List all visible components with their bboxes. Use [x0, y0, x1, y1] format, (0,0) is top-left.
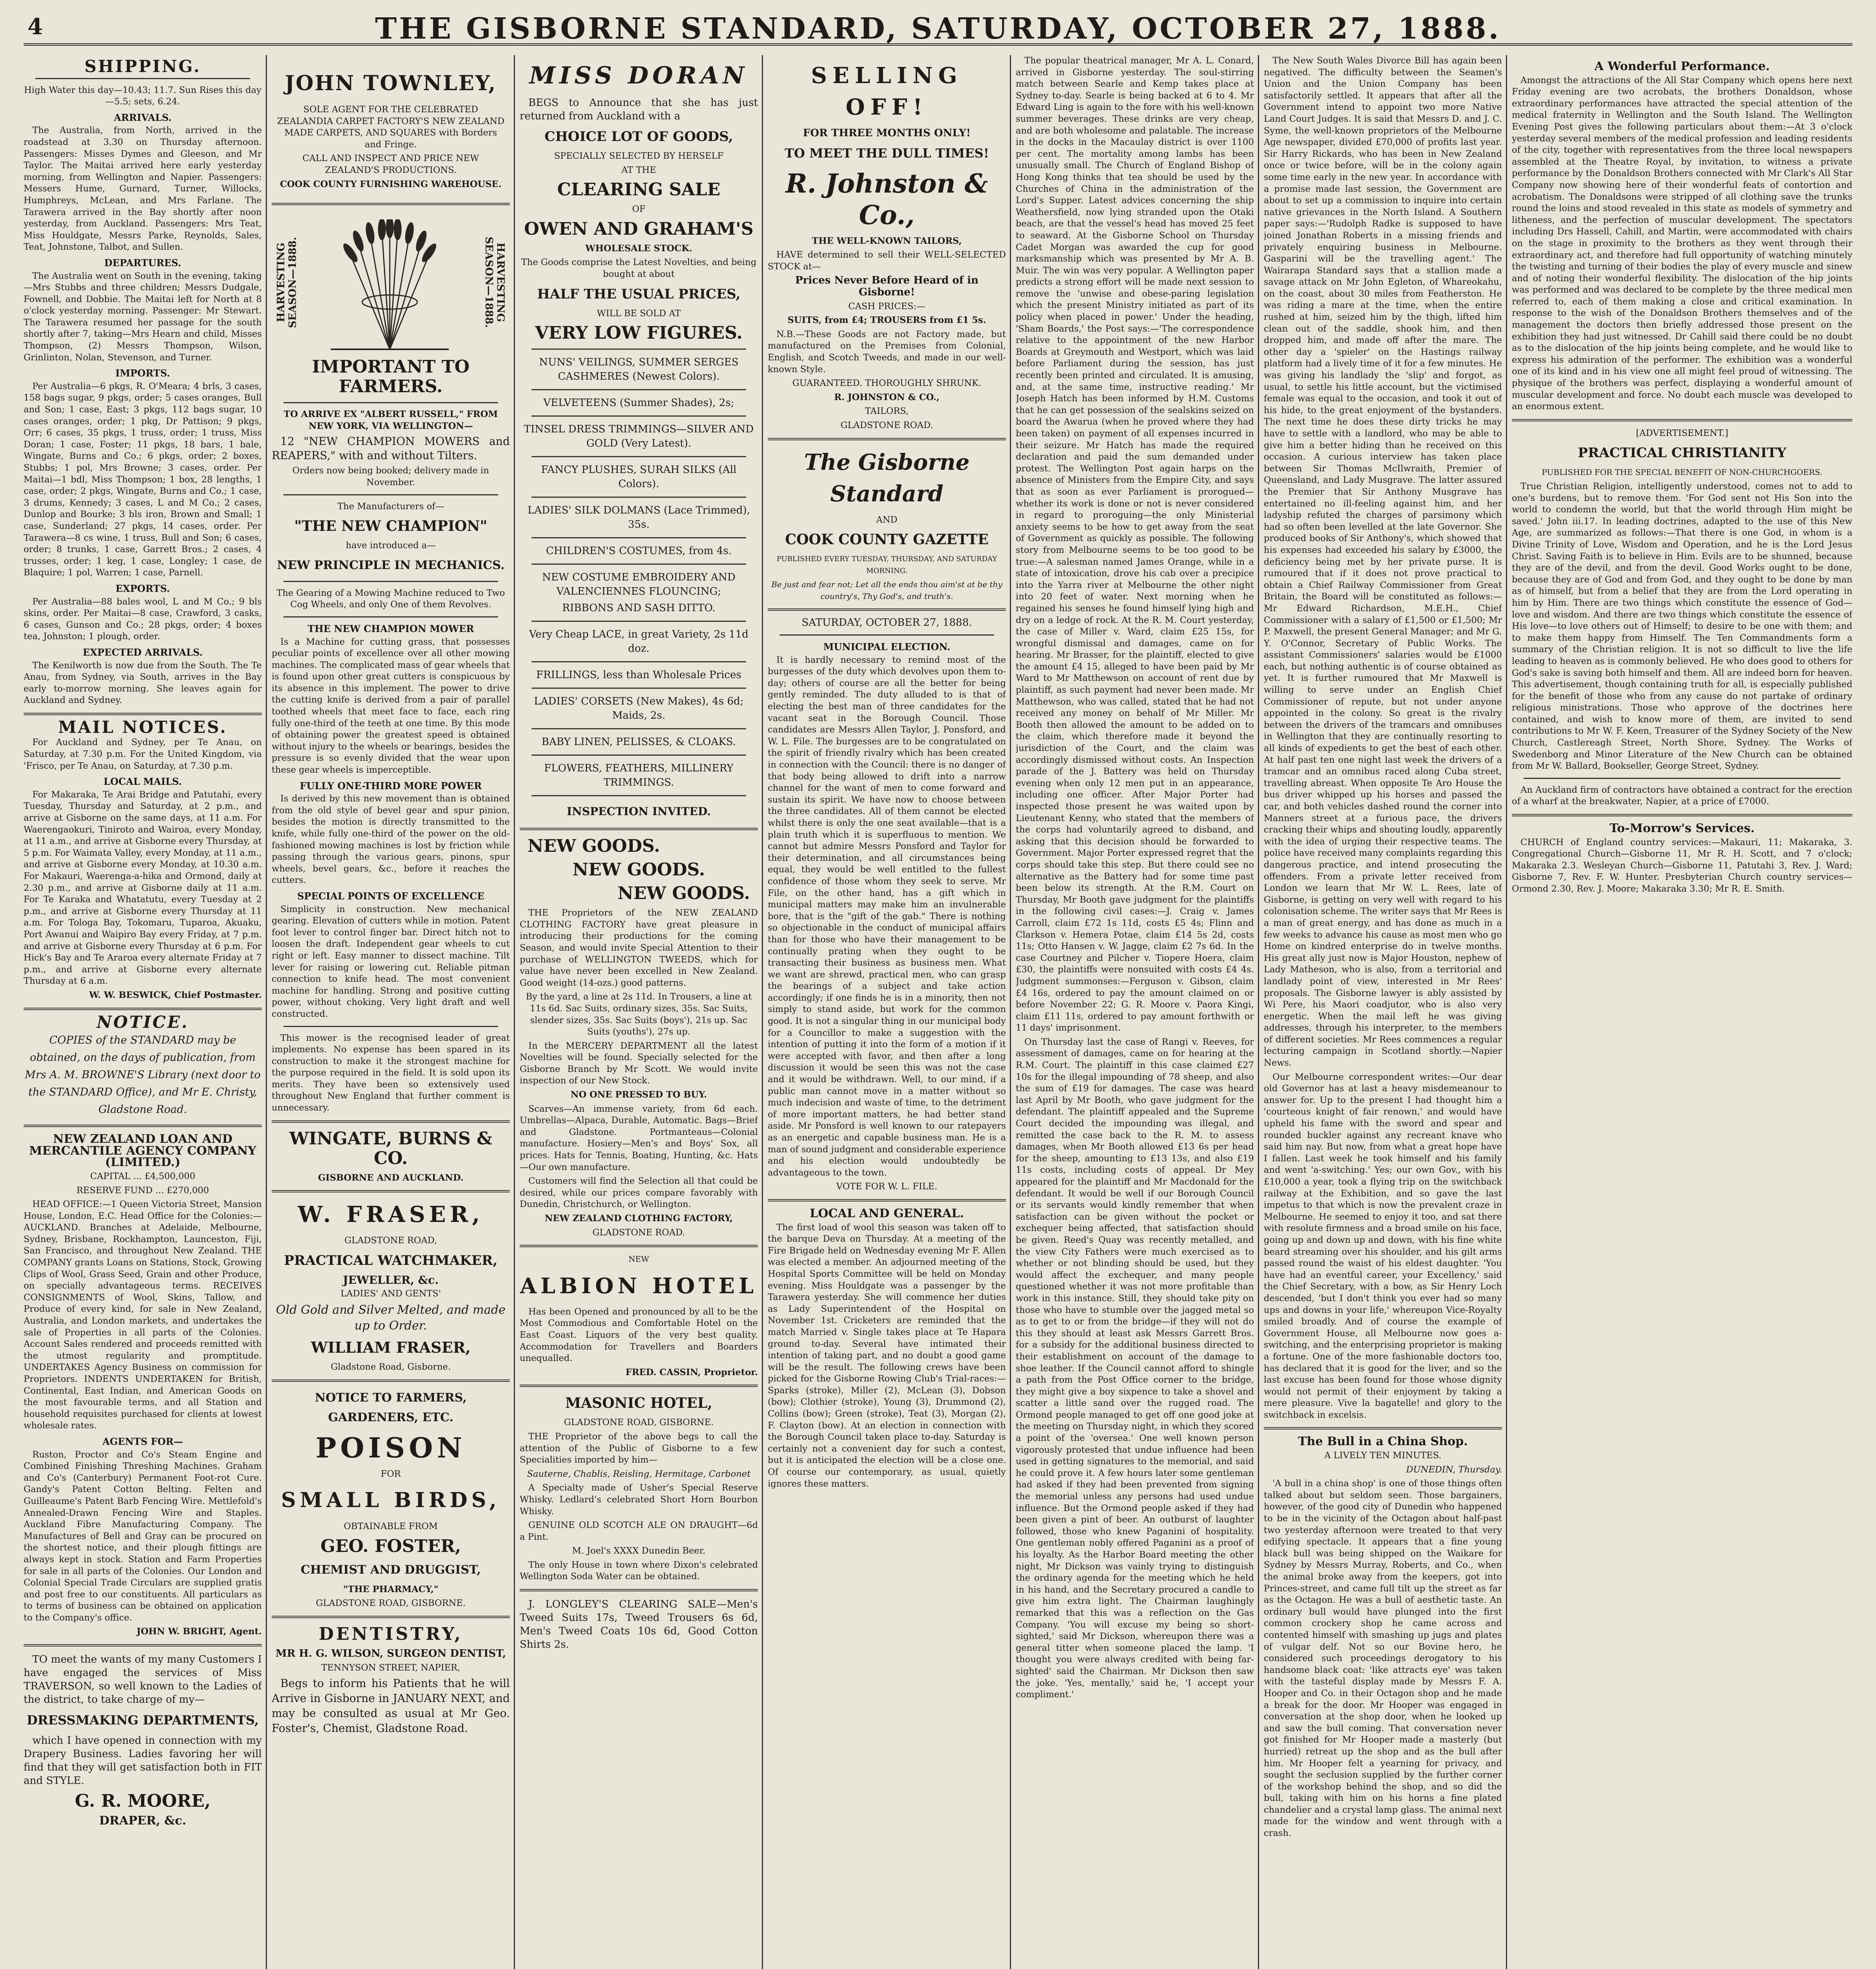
nb-text: N.B.—These Goods are not Factory made, but manufactured on the Premises from Colonial, English, and Scotch Tweeds, and made in our well-known Style. [768, 329, 1006, 375]
masonic-genuine: GENUINE OLD SCOTCH ALE ON DRAUGHT—6d a Pint. [520, 1520, 758, 1542]
column-7 [1512, 55, 1852, 1969]
notice-farmers-heading: NOTICE TO FARMERS, GARDENERS, ETC. [315, 1391, 467, 1424]
cash-prices: CASH PRICES:— [848, 301, 926, 311]
vote-text: VOTE FOR W. L. FILE. [836, 1181, 937, 1192]
item-ribbons: RIBBONS AND SASH DITTO. [562, 602, 715, 614]
item-childrens: CHILDREN'S COSTUMES, from 4s. [546, 545, 732, 557]
tide-info: High Water this day—10.43; 11.7. Sun Rises this day—5.5; sets, 6.24. [24, 85, 261, 107]
column-divider [762, 55, 763, 1969]
tomorrow-heading: To-Morrow's Services. [1609, 821, 1755, 836]
manufacturers-text: The Manufacturers of— [337, 501, 444, 512]
harvest-right-label: HARVESTING SEASON—1888. [483, 237, 506, 328]
local-general-heading: LOCAL AND GENERAL. [809, 1206, 964, 1220]
fraser-jeweller: JEWELLER, &c. [343, 1273, 439, 1287]
william-fraser-address: Gladstone Road, Gisborne. [330, 1362, 451, 1372]
imports-text: Per Australia—6 pkgs, R. O'Meara; 4 brls, 3 cases, 158 bags sugar, 9 pkgs, order; 5 cases oranges, Bull and Son; 1 case, East; 3 pkgs, 112 bags sugar, 10 cases oranges, order; 1 pkg, Dr Pattison; 9 pkgs, Orr; 6 cases, 35 pkgs, 1 truss, order; 1 truss, Miss Doran; 1 case, Foster; 11 pkgs, 18 bars, 1 bale, Wingate, Burns and Co.; 6 pkgs, order; 2 boxes, Stubbs; 1 pol, Mrs Browne; 3 cases, order. Per Maitai—1 bdl, Miss Thompson; 1 box, 28 lengths, 1 case, order; 2 pkgs, Wingate, Burns and Co.; 1 case, 3 drums, Kennedy; 3 cases, L and M Co.; 2 cases, Dunlop and Bourke; 3 bls iron, Brown and Small; 1 case, Sunderland; 27 pkgs, 14 cases, order. Per Tarawera—8 cs wine, 1 truss, Bull and Son; 6 cases, order; 8 trunks, 1 case, Garrett Bros.; 2 cases, 4 trusses, order; 1 keg, 1 case, Longley; 1 case, de Blaquire; 1 pol, Warren; 1 case, Parnell. [24, 381, 262, 578]
factory-address: GLADSTONE ROAD. [592, 1227, 685, 1238]
clearing-heading: CLEARING SALE [557, 180, 720, 200]
obtainable-text: OBTAINABLE FROM [344, 1521, 438, 1532]
item-velveteens: VELVETEENS (Summer Shades), 2s; [543, 397, 734, 409]
published-text: PUBLISHED EVERY TUESDAY, THURSDAY, AND SATURDAY MORNING. [776, 555, 997, 575]
townley-call: CALL AND INSPECT AND PRICE NEW ZEALAND'S PRODUCTIONS. [302, 153, 479, 175]
expected-heading: EXPECTED ARRIVALS. [83, 646, 203, 658]
masonic-joels: M. Joel's XXXX Dunedin Beer. [572, 1546, 706, 1556]
wonderful-heading: A Wonderful Performance. [1594, 59, 1770, 73]
item-embroidery: NEW COSTUME EMBROIDERY AND VALENCIENNES FLOUNCING; [542, 571, 736, 598]
advertisement-tag: [ADVERTISEMENT.] [1636, 428, 1728, 438]
mower-heading: THE NEW CHAMPION MOWER [307, 623, 474, 634]
arrive-text: TO ARRIVE EX "ALBERT RUSSELL," FROM NEW YORK, VIA WELLINGTON— [283, 409, 498, 431]
fully-heading: FULLY ONE-THIRD MORE POWER [300, 780, 482, 792]
introduced-text: have introduced a— [346, 540, 436, 551]
masonic-text: THE Proprietor of the above begs to call the attention of the Public of Gisborne to a few Specialities imported by him— [520, 1431, 758, 1465]
rj-name: R. JOHNSTON & CO., [834, 392, 940, 402]
inspection-text: INSPECTION INVITED. [567, 805, 711, 818]
no-one-pressed: NO ONE PRESSED TO BUY. [570, 1090, 707, 1100]
doran-name: MISS DORAN [529, 62, 748, 89]
item-fancy: FANCY PLUSHES, SURAH SILKS (All Colors). [541, 464, 737, 490]
poison-for: FOR [381, 1468, 401, 1479]
rj-address: GLADSTONE ROAD. [840, 420, 933, 430]
issue-date: SATURDAY, OCTOBER 27, 1888. [802, 617, 972, 629]
bull-subheading: A LIVELY TEN MINUTES. [1324, 1450, 1442, 1461]
mail-text: For Auckland and Sydney, per Te Anau, on Saturday, at 7.30 p.m. For the United Kingdom, via 'Frisco, per Te Anau, on Saturday, at 7.30 p.m. [24, 737, 262, 771]
at-the-text: AT THE [621, 165, 656, 175]
item-flowers: FLOWERS, FEATHERS, MILLINERY TRIMMINGS. [544, 762, 734, 789]
bull-heading: The Bull in a China Shop. [1298, 1435, 1468, 1449]
poison-heading: POISON [315, 1431, 466, 1464]
new-goods-3: NEW GOODS. [617, 883, 750, 904]
fraser-heading: W. FRASER, [298, 1201, 484, 1228]
practical-text: True Christian Religion, intelligently understood, comes not to add to one's burdens, but to remove them. 'For God sent not His Son into the world to condemn the world, but that the world through Him might be saved.' John iii.17. In leading doctrines, adapted to the use of this New Age, are summarized as follows:—That there is one God, in whom is a Divine Trinity of Love, Wisdom and Operation, and he is the Lord Jesus Christ. Saving Faith is to believe in Him. Evils are to be shunned, because they are of the devil, and from the devil. Good Works ought to be done, because they are of God and from God, and they ought to be done by man as of himself, but from a belief that they are from the Lord operating in him by Him. There are two things which constitute the essence of God—love and wisdom. And there are two things which constitute the essence of His love—to love others out of Himself; to desire to be one with them; and to make them happy from Himself. The Ten Commandments form a summary of the Christian religion. It is not so difficult to live the life leading to heaven as is commonly believed. He who does good to others for God's sake is saving both himself and them. All are indeed born for heaven. This advertisement, though containing truth for all, is especially published for the benefit of those who from any cause do not partake of ordinary religious ministrations. Those who approve of the doctrines here contained, and wish to know more of them, are invited to send contributions to Mr W. F. Keen, Treasurer of the Sydney Society of the New Church, Castlereagh Street, North Shore, Sydney. The Works of Swedenborg and Minor Literature of the New Church can be obtained from Mr W. Ballard, Bookseller, George Street, Sydney. [1512, 481, 1852, 771]
item-baby: BABY LINEN, PELISSES, & CLOAKS. [541, 736, 736, 748]
wonderful-text: Amongst the attractions of the All Star Company which opens here next Friday evening are two acrobats, the brothers Donaldson, whose extraordinary performances have attracted the special attention of the medical fraternity in Wellington and the South Island. The Wellington Evening Post gives the following particulars about them:—At 3 o'clock yesterday several members of the medical profession and leading residents of the city, together with representatives from the three local newspapers assembled at the Theatre Royal, by invitation, to witness a private performance by the Donaldson Brothers connected with Mr Clark's All Star Company now showing here of their wonderful feats of contortion and acrobatism. The Donaldsons were stripped of all clothing save the trunks round the loins and stood revealed in this state as models of symmetry and litheness, and the perfection of muscular development. The spectators including Drs Hassell, Cahill, and Martin, were accommodated with chairs on the stage in proximity to the brothers as they went through their extraordinary act, and therefore had full opportunity of watching minutely the twisting and turning of their bodies the play of every muscle and sinew and of noting their wonderful flexibility. The dislocation of the hip joints was performed and was declared to be complete by the three medical men referred to, each of them making a close and critical examination. In response to the wish of the Donaldson Brothers themselves and of the management the doctors then briefly addressed those present on the exhibition they had just witnessed. Dr Cahill said there could be no doubt as to the dislocation of the hip joints being complete, and he would like to express his admiration of the performer. The exhibition was a wonderful one of its kind and in his view one all might feel proud of witnessing. The physique of the brothers was perfect, displaying a wonderful amount of muscular development and force. No doubt each muscle was developed to an enormous extent. [1512, 75, 1852, 412]
three-months: FOR THREE MONTHS ONLY! [803, 127, 971, 139]
harvest-left-label: HARVESTING SEASON—1888. [275, 237, 299, 328]
bull-text: 'A bull in a china shop' is one of those things often talked about but seldom seen. Those bargainers, however, of the good city of Dunedin who happened to be in the vicinity of the Octagon about half-past two yesterday afternoon were treated to that very edifying spectacle. It appears that a fine young black bull was being shipped on the Waikare for Sydney by Messrs Murray, Roberts, and Co., when the animal broke away from the keepers, got into Princes-street, and came full tilt up the street as far as the Octagon. He was a bull of aesthetic taste. An ordinary bull would have plunged into the first common crockery shop he came across and contented himself with smashing up jugs and plates of vulgar delf. Not so our Bovine hero, he considered such proceedings derogatory to his handsome black coat: 'like attracts eye' was taken with the tasteful display made by Messrs F. A. Hooper and Co. in their Octagon shop and he made a break for the door. Mr Hooper was engaged in conversation at the shop door, when he looked up and saw the bull coming. That conversation never got finished for Mr Hooper made a masterly (but hurried) retreat up the shop and as the bull after him. Mr Hooper felt a yearning for privacy, and sought the seclusion supplied by the further corner of the workshop behind the shop, and so did the bull, taking with him on his horns a fine plated chandelier and a crystal lamp glass. The animal next made for the window and went through with a crash. [1264, 1478, 1502, 1839]
moore-trade: DRAPER, &c. [99, 1814, 187, 1828]
albion-new: NEW [628, 1254, 649, 1264]
agents-heading: AGENTS FOR— [102, 1435, 183, 1447]
johnston-script: R. Johnston & Co., [785, 168, 988, 230]
moore-text: TO meet the wants of my many Customers I have engaged the services of Miss TRAVERSON, so well known to the Ladies of the district, to take charge of my— [24, 1654, 262, 1706]
townley-name: JOHN TOWNLEY, [285, 71, 497, 95]
moore-name: G. R. MOORE, [75, 1791, 211, 1811]
suits-prices: SUITS, from £4; TROUSERS from £1 5s. [787, 315, 986, 326]
small-birds-heading: SMALL BIRDS, [281, 1488, 501, 1513]
prices-never: Prices Never Before Heard of in Gisborne! [795, 274, 979, 298]
news-text-4: Our Melbourne correspondent writes:—Our dear old Governor has at last a heavy misdemeanour to answer for. Up to the present I had thought him a 'courteous knight of fair renown,' and would have upheld his fame with the sword and spear and rounded buckler against any recreant knave who said him nay. But now, from what a great hope have I fallen. Last week he took himself and his family and went 'a-switching.' Yes; our own Gov., with his £10,000 a year, took a flying trip on the switchback railway at the Exhibition, and so gave the last impetus to that which is now the prevalent craze in Melbourne. He seemed to enjoy it too, and sat there with resolute firmness and a broad smile on his face, going up and down up and down, with his fine white beard streaming over his shoulder, and his gilt arms passed round the waist of his eldest daughter. 'You have had an eventful career, your Excellency,' said the Chief Secretary, with a bow, as Sir Henry Loch descended, 'but I don't think you ever had so many ups and downs in your life,' whereupon Vice-Royalty smiled broadly. And of course the example of Government House, all Melbourne now goes a-switching, and the enterprising proprietor is making a fortune. One of the more fashionable doctors too, has declared that it is good for the liver, and so the last excuse has been found for those whose dignity would not permit of their enjoyment by taking a mere pleasure. Vive la bagatelle! and glory to the switchback in excelsis. [1264, 1072, 1502, 1420]
column-divider [266, 55, 267, 1969]
column-divider [1010, 55, 1011, 1969]
agents-text: Ruston, Proctor and Co's Steam Engine and Combined Finishing Threshing Machines. Graham and Co's (Canterbury) Permanent Foot-rot Cure. Gandy's Patent Cotton Belting. Felten and Guilleaume's Patent Barb Fencing Wire. Mettlefold's Annealed-Drawn Fencing Wire and Staples. Auckland Fibre Manufacturing Company. The Manufactures of Bell and Gray can be procured on the shortest notice, and their plough fittings are always kept in stock. Station and Farm Properties for sale in all parts of the Colonies. Our London and Colonial Special Trade Circulars are supplied gratis and post free to our constituents. All particulars as to terms of business can be obtained on application to the Company's office. [24, 1449, 262, 1623]
item-tinsel: TINSEL DRESS TRIMMINGS—SILVER AND GOLD (Very Latest). [524, 423, 754, 450]
champion-heading: "THE NEW CHAMPION" [294, 518, 487, 535]
newspaper-and: AND [876, 514, 898, 525]
fraser-address: GLADSTONE ROAD, [344, 1235, 437, 1246]
low-figures-heading: VERY LOW FIGURES. [535, 323, 743, 343]
newspaper-name: The Gisborne Standard [804, 449, 970, 507]
column-4 [768, 55, 1006, 1969]
news-text-2: On Thursday last the case of Rangi v. Reeves, for assessment of damages, came on for hearing at the R.M. Court. The plaintiff in this case claimed £27 10s for the illegal impounding of 78 sheep, and also the sum of £19 for damages. The case was heard last April by Mr Booth, who gave judgment for the defendant. The plaintiff appealed and the Supreme Court decided the impounding was illegal, and remitted the case back to the R. M. to assess damages, when Mr Booth allowed £13 6s per head for the sheep, amounting to £13 13s, and also £19 11s costs, including costs of appeal. Dr Mey appeared for the plaintiff and Mr Macdonald for the defendant. It would be well if our Borough Council or its servants would kindly remember that when satisfaction can be given without the pocket or exchequer being affected, that satisfaction should be given. Reed's Quay was recently metalled, and the view City Fathers were much exercised as to whether or not blinding should be used, but they would affect the exchequer, and many people questioned whether it was not more profitable than work in this instance. Still, they should take pity on those who have to stumble over the jagged metal so as to get to or from the bridge—if they will not do this they should at least ask Messrs Garrett Bros. for a subsidy for the additional business directed to their establishment on account of the damage to shoe leather. If the Council cannot afford to shingle a path from the Post Office corner to the bridge, they might give a boy sixpence to take a shovel and scatter a little sand over the rugged road. The Ormond people managed to get off one good joke at the meeting on Thursday night, in which they scored a point of the 'oversea.' One well known person vigorously protested that undue influence had been used in getting signatures to the memorial, and said he could prove it. A few hours later some gentleman had asked if they had been prevented from signing the memorial unless any persons had used undue influence. But the Ormond people asked if they had been given a pint of beer. An outburst of laughter followed, those who knew Paganini of hospitality. One gentleman nobly offered Paganini as a proof of his loyalty. As the Harbor Board meeting the other night, Mr Dickson was vainly trying to distinguish the ordinary agenda for the meeting which he held in his hand, and the Secretary procured a candle to give him extra light. The Chairman laughingly remarked that this was a reflection on the Gas Company. 'You will excuse my being so short-sighted,' said Mr Dickson, whereupon there was a general titter when someone placed the lamp. 'I thought you were always credited with being far-sighted' said the Chairman. Mr Dickson then saw the joke. 'Yes, mentally,' said he, 'I accept your compliment.' [1016, 1036, 1254, 1700]
imports-heading: IMPORTS. [115, 367, 170, 379]
selected-text: SPECIALLY SELECTED BY HERSELF [554, 151, 724, 161]
masonic-address: GLADSTONE ROAD, GISBORNE. [564, 1417, 714, 1428]
local-general-text: The first load of wool this season was taken off to the barque Deva on Thursday. At a meeting of the Fire Brigade held on Wednesday evening Mr F. Allen was elected a member. An adjourned meeting of the Hospital Sports Committee will be held on Monday evening. Miss Houldgate was a passenger by the Tarawera yesterday. She will commence her duties as Lady Superintendent of the Hospital on November 1st. Cricketers are reminded that the match Married v. Single takes place at Te Hapara ground to-day. Several have intimated their intention of taking part, and no doubt a good game will be the result. The following crews have been picked for the Gisborne Rowing Club's Trial-races:—Sparks (stroke), Miller (2), McLean (3), Dobson (bow); Clothier (stroke), Young (3), Drummond (2), Collins (bow); Green (stroke), Teat (3), Morgan (2), F. Clayton (bow). At an election in connection with the Borough Council taken place to-day. Saturday is certainly not a convenient day for such a contest, but it is anticipated the election will be a close one. Of course our contemporary, as usual, quietly ignores these matters. [768, 1222, 1006, 1489]
wholesale-text: WHOLESALE STOCK. [585, 243, 693, 254]
masonic-wines: Sauterne, Chablis, Reisling, Hermitage, Carbonet [527, 1468, 751, 1479]
auckland-text: An Auckland firm of contractors have obtained a contract for the erection of a wharf at the breakwater, Napier, at a price of £7000. [1512, 784, 1852, 807]
postmaster-signature: W. W. BESWICK, Chief Postmaster. [89, 990, 262, 1000]
fraser-ladies: LADIES' AND GENTS' [340, 1289, 441, 1299]
item-dolmans: LADIES' SILK DOLMANS (Lace Trimmed), 35s. [527, 504, 750, 531]
chemist-title: CHEMIST AND DRUGGIST, [300, 1563, 481, 1577]
mower-text: Is a Machine for cutting grass, that possesses peculiar points of excellence over all other mowing machines. The complicated mass of gear wheels that is found upon other great cutters is conspicuous by its absence in this implement. The power to drive the cutting knife is derived from a pair of parallel toothed wheels that meet face to face, each ring fully one-third of the teeth at one time. By this mode of obtaining power the greatest speed is obtained without injury to the wheels or bearings, besides the pressure is so evenly divided that the wear upon these gear wheels is imperceptible. [272, 636, 510, 775]
dressmaking-heading: DRESSMAKING DEPARTMENTS, [26, 1713, 259, 1728]
will-be-text: WILL BE SOLD AT [596, 308, 681, 319]
townley-agent: SOLE AGENT FOR THE CELEBRATED ZEALANDIA CARPET FACTORY'S NEW ZEALAND MADE CARPETS, AND SQUARES with Borders and Fringe. [277, 104, 505, 150]
notice-text: COPIES of the STANDARD may be obtained, on the days of publication, from Mrs A. M. BROWNE'S Library (next door to the STANDARD Office), and Mr E. Christy, Gladstone Road. [25, 1034, 261, 1116]
item-lace: Very Cheap LACE, in great Variety, 2s 11d doz. [529, 629, 749, 655]
orders-text: Orders now being booked; delivery made in November. [292, 465, 489, 488]
masonic-only-house: The only House in town where Dixon's celebrated Wellington Soda Water can be obtained. [520, 1559, 758, 1582]
albion-heading: ALBION HOTEL [520, 1273, 758, 1298]
clothing-customers: Customers will find the Selection all that could be desired, while our prices compare favorably with Dunedin, Christchurch, or Wellington. [520, 1176, 758, 1210]
news-text-3: The New South Wales Divorce Bill has again been negatived. The difficulty between the Seamen's Union and the Union Company has been satisfactorily settled. It appears that after all the Government intend to appoint two more Native Land Court Judges. It is said that Messrs D. and J. C. Syme, the well-known proprietors of the Melbourne Age newspaper, divided £70,000 of profits last year. Sir Harry Rickards, who has been in New Zealand once or twice before, will be in the colony again some time early in the new year. In accordance with a promise made last session, the Government are about to set up a commission to inquire into certain native grievances in the North Island. A Southern paper says:—'Rudolph Radke is supposed to have joined Jonathan Roberts in a missing friends and privately enquiring business in Melbourne. Gasparini will be the travelling agent.' The Wairarapa Standard says that a stallion made a savage attack on Mr John Egleton, of Whareokahu, on the coast, about 30 miles from Featherston. He was riding a mare at the time, when the entire rushed at him, seized him by the thigh, lifted him clean out of the saddle, shook him, and then dropped him, and made off after the mare. The other day a 'spieler' on the Hastings railway platform had a lively time of it for a few minutes. He was giving his landlady the 'slip' and forgot, as usual, to settle his little account, but the victimised female was equal to the occasion, and took it out of his hide, to the great enjoyment of the bystanders. The next time he does these dirty tricks he may have to settle with a landlord, who may be able to give him a better hiding than he received on this occasion. A curious interview has taken place between Sir Thomas McIlwraith, Premier of Queensland, and Lady Musgrave. The latter assured the Premier that Sir Anthony Musgrave has entertained no ill-feeling against him, and her ladyship refuted the charges of parsimony which had so often been levelled at the late Governor. She produced books of Sir Anthony's, which showed that his expenses had exceeded his salary by £3000, the deficiency being met by her private purse. It is rumoured that if it does not prove practical to obtain a Chief Railway Commissioner from Great Britain, the Board will be constituted as follows:—Mr Edward Richardson, M.E.H., Chief Commissioner with a salary of £1,500 or £1,500; Mr P. Maxwell, the present General Manager; and Mr G. Y. O'Connor, Secretary of Public Works. The assistant Commissioners' salaries would be £1000 each, but nothing authentic is of course obtained as yet. It is further rumoured that Mr Maxwell is willing to serve under an English Chief Commissioner of repute, but not under anyone appointed in the colony. So great is the rivalry between the drivers of the tramcars and omnibuses in Wellington that they are continually resorting to all kinds of expedients to get the best of each other. At half past ten one night last week the drivers of a tramcar and an omnibus raced along Cuba street, travelling abreast. When opposite Te Aro House the bus driver whipped up his horses and passed the car, and both vehicles dashed round the corner into Manners street at a furious pace, the drivers cracking their whips and shouting loudly, apparently with the idea of urging their respective teams. The police have received many complaints regarding this dangerous practice, and intend prosecuting the offenders. From a private letter received from London we learn that Mr W. L. Rees, late of Gisborne, is getting on very well with regard to his colonisation scheme. The writer says that Mr Rees is a man of great energy, and has done as much in a few weeks to advance his cause as most men who go Home on kindred enterprise do in twelve months. His great ally just now is Major Houston, nephew of Lady Matheson, who is also, from a territorial and landlady point of view, interested in Mr Rees' proposals. The Gisborne lawyer is ably assisted by Wi Pere, his Maori coadjutor, who is also very energetic. When the mail left he was giving addresses, through his interpreter, to the members of different societies. Mr Rees commences a regular lecturing campaign in Scotland shortly.—Napier News. [1264, 56, 1502, 1068]
gearing-text: The Gearing of a Mowing Machine reduced to Two Cog Wheels, and only One of them Revolves. [276, 588, 505, 610]
clothing-yard: By the yard, a line at 2s 11d. In Trousers, a line at 11s 6d. Sac Suits, ordinary sizes, 35s. Sac Suits, slender sizes, 35s. Sac Suits (boys'), 21s up. Sac Suits (youths'), 27s up. [526, 992, 752, 1037]
column-divider [1258, 55, 1259, 1969]
fraser-practical: PRACTICAL WATCHMAKER, [284, 1252, 498, 1268]
municipal-heading: MUNICIPAL ELECTION. [823, 641, 950, 653]
townley-warehouse: COOK COUNTY FURNISHING WAREHOUSE. [280, 179, 502, 189]
item-corsets: LADIES' CORSETS (New Makes), 4s 6d; Maids, 2s. [534, 695, 744, 722]
nzl-body: HEAD OFFICE:—1 Queen Victoria Street, Mansion House, London, E.C. Head Office for the Colonies:—AUCKLAND. Branches at Adelaide, Melbourne, Sydney, Brisbane, Rockhampton, Launceston, Fiji, San Francisco, and throughout New Zealand. THE COMPANY grants Loans on Stations, Stock, Growing Clips of Wool, Grass Seed, Grain and other Produce, on specially advantageous terms. RECEIVES CONSIGNMENTS of Wool, Skins, Tallow, and Produce of every kind, for sale in New Zealand, Australia, and London markets, and undertakes the sale of Properties in all parts of the Colonies. Account Sales rendered and proceeds remitted with the utmost regularity and promptitude. UNDERTAKES Agency Business on commission for Proprietors. INDENTS UNDERTAKEN for British, Continental, East Indian, and American Goods on the most favourable terms, and all Station and household requisites purchased for clients at lowest wholesale rates. [24, 1199, 262, 1431]
clothing-text: THE Proprietors of the NEW ZEALAND CLOTHING FACTORY have great pleasure in introducing their productions for the coming Season, and would invite Special Attention to their purchase of WELLINGTON TWEEDS, which for value have never been excelled in New Zealand. Good weight (14-ozs.) good patterns. [520, 908, 758, 988]
expected-text: The Kenilworth is now due from the South. The Te Anau, from Sydney, via South, arrives in the Bay early to-morrow morning. She leaves again for Auckland and Sydney. [24, 660, 262, 706]
local-mails-heading: LOCAL MAILS. [104, 776, 182, 788]
local-mails-text: For Makaraka, Te Arai Bridge and Patutahi, every Tuesday, Thursday and Saturday, at 2 p.m., and arrive at Gisborne on the same days, at 11 a.m. For Waerengaokuri, Tiniroto and Wairoa, every Monday, at 11 a.m., and arrive at Gisborne every Thursday, at 5 p.m. For Waimata Valley, every Monday, at 11 a.m., and arrive at Gisborne every Monday, at 10.30 a.m. For Makauri, Waerenga-a-hika and Ormond, daily at 2.30 p.m., and arrive at Gisborne daily at 11 a.m. For Te Karaka and Whatatutu, every Tuesday at 2 p.m., and arrive at Gisborne every Thursday at 11 a.m. For Tologa Bay, Tokomaru, Tuparoa, Akuaku, Port Awanui and Waipiro Bay every Friday, at 7 p.m. and arrive at Gisborne every Thursday at 6 p.m. For Hick's Bay and Te Araroa every alternate Friday at 7 p.m., and arrive at Gisborne every alternate Thursday at 6 a.m. [24, 789, 262, 986]
well-known-tailors: THE WELL-KNOWN TAILORS, [812, 235, 962, 246]
practical-heading: PRACTICAL CHRISTIANITY [1578, 445, 1787, 461]
motto-text: Be just and fear not; Let all the ends thou aim'st at be thy country's, Thy God's, and truth's. [771, 580, 1002, 601]
practical-subheading: PUBLISHED FOR THE SPECIAL BENEFIT OF NON-CHURCHGOERS. [1542, 467, 1822, 477]
principle-heading: NEW PRINCIPLE IN MECHANICS. [277, 558, 505, 572]
moore-text-2: which I have opened in connection with my Drapery Business. Ladies favoring her will find that they will get satisfaction both in FIT and STYLE. [24, 1735, 262, 1787]
wingate-sub: GISBORNE AND AUCKLAND. [318, 1172, 464, 1183]
arrivals-heading: ARRIVALS. [114, 111, 172, 123]
newspaper-header-title: THE GISBORNE STANDARD, SATURDAY, OCTOBER 27, 1888. [375, 12, 1501, 46]
clothing-mercery: In the MERCERY DEPARTMENT all the latest Novelties will be found. Specially selected for the Gisborne Branch by Mr Scott. We would invite inspection of our New Stock. [520, 1040, 758, 1086]
special-heading: SPECIAL POINTS OF EXCELLENCE [297, 890, 485, 902]
choice-heading: CHOICE LOT OF GOODS, [544, 129, 733, 145]
column-1 [24, 55, 262, 1969]
arrivals-text: The Australia, from North, arrived in the roadstead at 3.30 on Thursday afternoon. Passengers: Misses Dymes and Gleeson, and Mr Taylor. The Maitai arrived here early yesterday morning, from Wellington and Napier. Passengers: Messers Hume, Gurnard, Turner, Willocks, Humphreys, McLean, and Mrs Farlane. The Tarawera arrived in the Bay shortly after noon yesterday, from Auckland. Passengers: Mrs Teat, Miss Houldgate, Messrs Parke, Reynolds, Sales, Teat, Johnstone, Talbot, and Sullen. [24, 125, 262, 252]
rj-tailors: TAILORS, [865, 406, 909, 417]
nzl-heading: NEW ZEALAND LOAN AND MERCANTILE AGENCY COMPANY (LIMITED.) [29, 1132, 256, 1170]
departures-heading: DEPARTURES. [104, 257, 181, 269]
albion-text: Has been Opened and pronounced by all to be the Most Commodious and Comfortable Hotel on the East Coast. Liquors of the very best quality. Accommodation for Travellers and Boarders unequalled. [520, 1306, 758, 1364]
column-divider [1506, 55, 1507, 1969]
masthead [24, 8, 1852, 46]
clothing-scarves: Scarves—An immense variety, from 6d each. Umbrellas—Alpaca, Durable, Automatic. Bags—Brief and Gladstone. Portmanteaus—Colonial manufacture. Hosiery—Men's and Boys' Sox, all prices. Hats for Tennis, Boating, Hunting, &c. Hats—Our own manufacture. [520, 1103, 758, 1172]
departures-text: The Australia went on South in the evening, taking—Mrs Stubbs and three children; Messrs Dudgale, Fownell, and Dobbie. The Maitai left for North at 8 o'clock yesterday morning. Passenger: Mr Stewart. The Tarawera resumed her passage for the south shortly after 7, taking—Mrs Hearn and child, Misses Thompson, (2) Messrs Thompson, Wilson, Grinlinton, Nolan, Stevenson, and Turner. [24, 271, 262, 363]
exports-text: Per Australia—88 bales wool, L and M Co.; 9 bls skins, order. Per Maitai—8 case, Crawford, 3 casks, 6 cases, Gunson and Co.; 28 pkgs, order; 4 boxes tea, Johnston; 1 plough, order. [24, 596, 262, 642]
william-fraser-name: WILLIAM FRASER, [311, 1339, 471, 1357]
half-price-heading: HALF THE USUAL PRICES, [537, 286, 741, 302]
exports-heading: EXPORTS. [115, 582, 170, 594]
news-text-1: The popular theatrical manager, Mr A. L. Conard, arrived in Gisborne yesterday. The soul-stirring match between Searle and Kemp takes place at Sydney to-day. Searle is being backed at 6 to 4. Mr Edward Ling is again to the fore with his well-known summer beverages. These drinks are very cheap, and are both wholesome and palatable. The increase in the docks in the Macaulay district is over 1100 per cent. The mortality among lambs has been unusually small. The Church of England Bishop of Hong Kong thinks that tea should be used by the Churches of China in the administration of the Lord's Supper. Latest advices concerning the ship Weathersfield, now lying stranded upon the Otaki beach, are that the vessel's head has moved 25 feet to seaward. At the Gisborne School on Thursday Cadet Morgan was awarded the cup for good marksmanship which was presented by Mr A. B. Muir. The win was very popular. A Wellington paper predicts a strong effort will be made next session to remove the 'unwise and obese-paring legislation which the present Ministry initiated as part of its policy when placed in power.' Under the heading, 'Sham Boards,' the Post says:—'The correspondence relative to the appointment of the new Harbor Boards at Greymouth and Westport, which was laid before Parliament during the session, has just recently been printed and circulated. It is amusing, and, at the same time, instructive reading.' Mr Joseph Hatch has been informed by H.M. Customs that he can get possession of the sealskins seized on board the Awarua (when he proved where they had been taken) on payment of all expenses incurred in their seizure. Mr Hatch has made the required declaration and paid the sum demanded under protest. The Wellington Post again harps on the absence of Ministers from the Empire City, and says that as soon as ever Parliament is prorogued—whether its work is done or not is never considered in regard to proroguing—the only Ministerial anxiety seems to be how to get away from the seat of Government as quickly as possible. The following story from Melbourne seems to be too good to be true:—A salesman named James Orange, while in a state of intoxication, drove his cab over a precipice into the Yarra river at Melbourne the other night into 20 feet of water. Next morning when he regained his senses he found himself lying high and dry on a ledge of rock. At the R. M. Court yesterday, the case of Miller v. Ward, claim £25 15s, for wrongful dismissal and damages, came on for hearing. Mr Brasser, for the plaintiff, elected to give the amount £4 15, alleged to have been paid by Mr Ward to Mr Matthewson on account of rent due by plaintiff, as such payment had never been made. Mr Matthewson, who was called, stated that he had not received any money on behalf of Mr Miller. Mr Booth then allowed the amount to be added on to the claim, which therefore made it beyond the jurisdiction of the Court, and the claim was accordingly dismissed without costs. An Inspection parade of the J. Battery was held on Thursday evening when only 12 men put in an appearance, including one officer. After Major Porter had inspected those present he was waited upon by Lieutenant Kenny, who stated that the members of the corps had voluntarily agreed to disband, and asking that this decision should be forwarded to Government. Major Porter expressed regret that the corps should take this step. But there could see no alternative as the Battery had for some time past been below its strength. At the R.M. Court on Thursday, Mr Booth gave judgment for the plaintiffs in the following civil cases:—J. Craig v. James Carroll, claim £72 1s 11d, costs £5 4s; Flinn and Clarkson v. Hemera Potae, claim £14 5s 2d, costs 11s; Otto Hansen v. W. Jagge, claim £2 7s 6d. In the case Courtney and Pilcher v. Tiopere Hoera, claim £30, the plaintiffs were nonsuited with costs £4 4s. Judgment summonses:—Ferguson v. Gibson, claim £4 16s, ordered to pay the amount claimed on or before November 22; G. R. Moore v. Paora Kingi, claim £11 11s, ordered to pay amount forthwith or 11 days' imprisonment. [1016, 56, 1254, 1033]
column-2 [272, 55, 510, 1969]
masonic-usher: A Specialty made of Usher's Special Reserve Whisky. Ledlard's celebrated Short Horn Bourbon Whisky. [520, 1483, 758, 1517]
wheat-sheaf-icon [307, 219, 472, 353]
guaranteed-text: GUARANTEED. THOROUGHLY SHRUNK. [792, 378, 982, 389]
mail-notices-heading: MAIL NOTICES. [58, 717, 228, 737]
column-divider [514, 55, 515, 1969]
dentist-text: Begs to inform his Patients that he will Arrive in Gisborne in JANUARY NEXT, and may be consulted as usual at Mr Geo. Foster's, Chemist, Gladstone Road. [272, 1677, 510, 1735]
item-frillings: FRILLINGS, less than Wholesale Prices [536, 669, 742, 681]
fully-text: Is derived by this new movement than is obtained from the old style of bevel gear and spur pinion, besides the motion is directly transmitted to the knife, while fully one-third of the power on the old-fashioned mowing machines is lost by friction while passing through the various gears, pinons, spur wheels, bevel gears, &c., before it reaches the cutters. [272, 794, 510, 886]
albion-proprietor: FRED. CASSIN, Proprietor. [625, 1367, 758, 1378]
masonic-heading: MASONIC HOTEL, [565, 1395, 713, 1412]
nzl-capital: CAPITAL ... £4,500,000 [90, 1171, 196, 1181]
column-3 [520, 55, 758, 1969]
dentistry-heading: DENTISTRY, [319, 1624, 463, 1644]
column-5 [1016, 55, 1254, 1969]
pharmacy-name: "THE PHARMACY," [343, 1584, 439, 1594]
goods-comprise: The Goods comprise the Latest Novelties, and being bought at about [521, 257, 757, 279]
item-nuns: NUNS' VEILINGS, SUMMER SERGES CASHMERES (Newest Colors). [539, 356, 739, 383]
doran-intro: BEGS to Announce that she has just returned from Auckland with a [520, 97, 758, 122]
new-goods-2: NEW GOODS. [572, 860, 705, 880]
owen-heading: OWEN AND GRAHAM'S [524, 219, 754, 239]
dentist-name: MR H. G. WILSON, SURGEON DENTIST, [275, 1648, 506, 1659]
harvest-block [272, 211, 510, 353]
mowers-text: 12 "NEW CHAMPION MOWERS and REAPERS," with and without Tilters. [272, 435, 510, 462]
dentist-address: TENNYSON STREET, NAPIER, [321, 1662, 461, 1673]
havedet-text: HAVE determined to sell their WELL-SELECTED STOCK at— [768, 250, 1006, 272]
special-list: Simplicity in construction. New mechanical gearing. Elevation of cutters while in motion. Patent foot lever to control finger bar. Direct hitch not to loosen the draft. Independent gear wheels to cut right or left. Easy manner to dissect machine. Tilt lever for raising or lowering cut. Reliable pitman connection to knife head. The most convenient machine for handling. Strong and positive cutting power, without choking. Very light draft and well constructed. [272, 904, 510, 1019]
foster-name: GEO. FOSTER, [320, 1536, 461, 1556]
page-number: 4 [28, 14, 43, 40]
bull-dateline: DUNEDIN, Thursday. [1406, 1464, 1502, 1475]
municipal-text: It is hardly necessary to remind most of the burgesses of the duty which devolves upon them to-day; others of course are all the better for being gently reminded. The duty alluded to is that of electing the best man of three candidates for the vacant seat in the Borough Council. Those candidates are Messrs Allen Taylor, J. Ponsford, and W. L. File. The burgesses are to be congratulated on the spirit of friendly rivalry which has been created in connection with the Council: there is no danger of that body being allowed to drift into a narrow channel for the want of men to come forward and sustain its spirit. We have now to choose between the three candidates. All of them cannot be elected whilst there is only the one seat available—that is a plain truth which it is superfluous to mention. We cannot but admire Messrs Ponsford and Taylor for their determination, and all circumstances being equal, they would be well entitled to the fullest confidence of those whom they seek to serve. Mr File, on the other hand, has a gift which in municipal matters may make him an invulnerable bore, that is the "gift of the gab." There is nothing so objectionable in the conduct of municipal affairs than for those who have their management to be continually prating when they ought to be transacting their business as business men. What we want are shrewd, practical men, who can grasp the bearings of a subject and take action accordingly; if one finds he is in a minority, then not simply to stand aside, but work for the common good. It is not a singular thing in our municipal body for a Councillor to make a suggestion with the intention of putting it into the form of a motion if it were accepted with favor, and then after a long discussion it would be seen this was not the case and it would be withdrawn. Well, to our mind, if a public man cannot move in a matter without so much indecision and waste of time, to the detriment of more important matters, he had better stand aside. Mr Ponsford is well known to our ratepayers as an energetic and capable business man. He is a man of sound judgment and considerable experience and his election would undoubtedly be advantageous to the town. [768, 654, 1006, 1178]
shipping-heading: SHIPPING. [84, 57, 201, 76]
fraser-old-gold: Old Gold and Silver Melted, and made up to Order. [276, 1303, 506, 1333]
foster-address: GLADSTONE ROAD, GISBORNE. [316, 1598, 466, 1609]
notice-heading: NOTICE. [96, 1012, 189, 1032]
cook-county-gazette: COOK COUNTY GAZETTE [785, 531, 989, 548]
column-6 [1264, 55, 1502, 1969]
new-goods-1: NEW GOODS. [528, 836, 660, 857]
agent-signature: JOHN W. BRIGHT, Agent. [136, 1626, 262, 1637]
longley-text: J. LONGLEY'S CLEARING SALE—Men's Tweed Suits 17s, Tweed Trousers 6s 6d, Men's Tweed Coats 10s 6d, Good Cotton Shirts 2s. [520, 1598, 758, 1651]
dull-times: TO MEET THE DULL TIMES! [784, 145, 989, 161]
selling-off-heading: SELLING OFF! [811, 63, 963, 120]
tomorrow-text: CHURCH of England country services:—Makauri, 11; Makaraka, 3. Congregational Church—Gisborne 11, Mr R. H. Scott, and 7 o'clock; Makaraka 2.3. Wesleyan Church—Gisborne 11, Patutahi 3, Rev. J. Ward; Gisborne 7, Rev. F. W. Hunter. Presbyterian Church country services—Ormond 2.30, Rev. J. Moore; Makaraka 3.30; Mr R. E. Smith. [1512, 837, 1852, 894]
of-text: OF [632, 204, 646, 215]
nzl-reserve: RESERVE FUND ... £270,000 [76, 1185, 209, 1196]
important-heading: IMPORTANT TO FARMERS. [312, 357, 470, 397]
mower-footer-text: This mower is the recognised leader of great implements. No expense has been spared in its construction to make it the strongest machine for the purpose required in the field. It is sold upon its merits. They have been so extensively used throughout New England that further comment is unnecessary. [272, 1033, 510, 1113]
wingate-name: WINGATE, BURNS & CO. [289, 1128, 493, 1168]
factory-name: NEW ZEALAND CLOTHING FACTORY, [544, 1213, 733, 1224]
